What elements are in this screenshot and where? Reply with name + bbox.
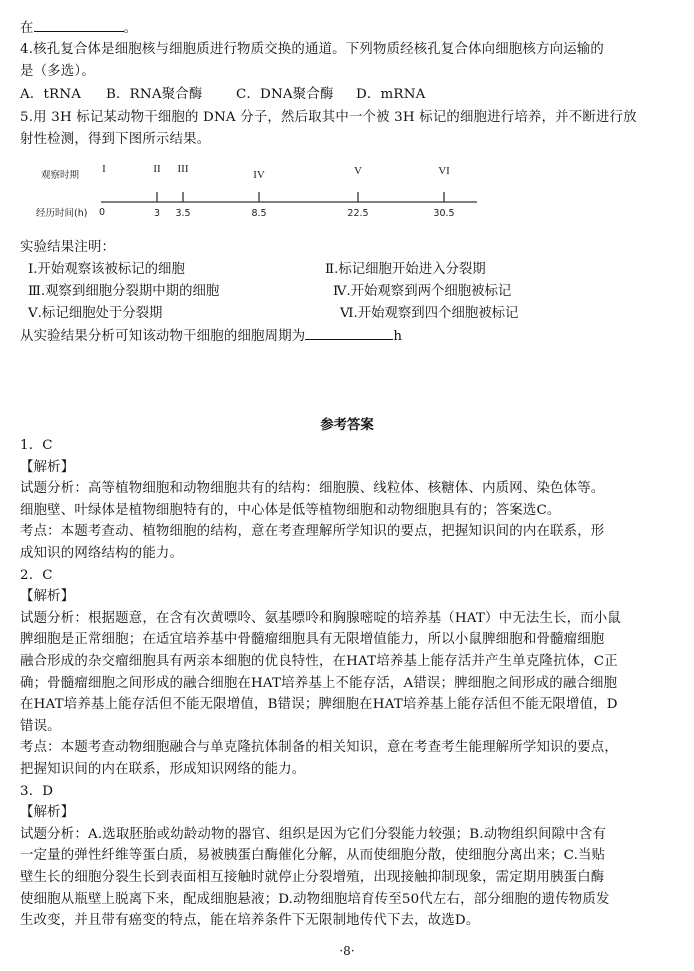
analysis-line: 试题分析：A.选取胚胎或幼龄动物的器官、组织是因为它们分裂能力较强；B.动物组织间隙中含有 — [20, 826, 607, 842]
note-1: Ⅰ.开始观察该被标记的细胞 — [28, 262, 185, 277]
note-3: Ⅲ.观察到细胞分裂期中期的细胞 — [28, 284, 220, 299]
q4-option-c: C．DNA聚合酶 — [236, 87, 334, 102]
analysis-line: 确；骨髓瘤细胞之间形成的融合细胞在HAT培养基上不能存活，A错误；脾细胞之间形成的融合细胞 — [20, 675, 618, 691]
q4-options — [20, 85, 426, 105]
analysis-line: 使细胞从瓶壁上脱离下来，配成细胞悬液；D.动物细胞培育传至50代左右，部分细胞的遗传物质发 — [20, 891, 610, 907]
analysis-line: 考点：本题考查动、植物细胞的结构，意在考查理解所学知识的要点，把握知识间的内在联系，形 — [20, 524, 605, 540]
answer-number: 2．C — [20, 567, 53, 583]
answer-number: 3．D — [20, 783, 54, 799]
analysis-tag: 【解析】 — [20, 805, 75, 821]
q3-tail — [20, 18, 137, 39]
note-6: Ⅵ.开始观察到四个细胞被标记 — [340, 306, 519, 321]
notes-title: 实验结果注明： — [20, 240, 116, 255]
q4-line-1: 4.核孔复合体是细胞核与细胞质进行物质交换的通道。下列物质经核孔复合体向细胞核方向运输的 — [20, 42, 604, 57]
timeline-time-label: 经历时间(h) — [36, 208, 88, 219]
timeline-diagram — [0, 150, 694, 230]
analysis-line: 细胞壁、叶绿体是植物细胞特有的，中心体是低等植物细胞和动物细胞具有的；答案选C。 — [20, 502, 561, 518]
q5-line-2: 射性检测，得到下图所示结果。 — [20, 132, 211, 147]
timeline-tick-label: 22.5 — [347, 208, 369, 219]
timeline-tick-label: 30.5 — [433, 208, 455, 219]
analysis-line: 生改变，并且带有癌变的特点，能在培养条件下无限制地传代下去，故选D。 — [20, 913, 480, 929]
timeline-tick-label: 3.5 — [175, 208, 191, 219]
analysis-line: 试题分析：根据题意，在含有次黄嘌呤、氨基嘌呤和胸腺嘧啶的培养基（HAT）中无法生长，而小鼠 — [20, 610, 621, 626]
q5-line-1: 5.用 3H 标记某动物干细胞的 DNA 分子，然后取其中一个被 3H 标记的细胞进行培养，并不断进行放 — [20, 110, 637, 125]
q5-question-text: 从实验结果分析可知该动物干细胞的细胞周期为 — [20, 329, 306, 344]
q5-question — [20, 326, 402, 347]
q3-prefix: 在 — [20, 21, 34, 36]
analysis-line: 一定量的弹性纤维等蛋白质，易被胰蛋白酶催化分解，从而使细胞分散，使细胞分离出来；C.当贴 — [20, 848, 606, 864]
answer-number: 1．C — [20, 438, 53, 453]
analysis-line: 试题分析：高等植物细胞和动物细胞共有的结构：细胞膜、线粒体、核糖体、内质网、染色体等。 — [20, 481, 605, 497]
timeline-period-4: IV — [253, 169, 265, 181]
analysis-line: 错误。 — [20, 718, 61, 734]
q5-unit: h — [393, 329, 403, 344]
analysis-tag: 【解析】 — [20, 589, 75, 605]
analysis-line: 在HAT培养基上能存活但不能无限增值，B错误；脾细胞在HAT培养基上能存活但不能无限增值，D — [20, 697, 618, 713]
timeline-period-1: I — [102, 163, 106, 175]
answer-blank — [305, 326, 393, 340]
timeline-tick-label: 3 — [153, 208, 161, 219]
timeline-period-5: V — [354, 165, 362, 177]
analysis-line: 融合形成的杂交瘤细胞具有两亲本细胞的优良特性，在HAT培养基上能存活并产生单克隆抗体，C正 — [20, 654, 618, 669]
timeline-tick-label-start: 0 — [99, 207, 106, 218]
timeline-period-2: II — [153, 163, 161, 175]
analysis-line: 脾细胞是正常细胞；在适宜培养基中骨髓瘤细胞具有无限增值能力，所以小鼠脾细胞和骨髓瘤细胞 — [20, 632, 605, 648]
q4-line-2: 是（多选）。 — [20, 64, 95, 79]
timeline-period-6: VI — [438, 165, 450, 177]
page-number: ·8· — [339, 944, 355, 958]
timeline-period-3: III — [177, 163, 189, 175]
answers-title: 参考答案 — [320, 418, 374, 433]
answer-blank — [34, 18, 124, 32]
note-4: Ⅳ.开始观察到两个细胞被标记 — [333, 284, 512, 299]
q4-option-b: B．RNA聚合酶 — [106, 87, 203, 102]
timeline-tick-label: 8.5 — [251, 208, 267, 219]
timeline-marks — [99, 163, 455, 219]
analysis-line: 壁生长的细胞分裂生长到表面相互接触时就停止分裂增殖，出现接触抑制现象，需定期用胰蛋白酶 — [20, 870, 605, 885]
note-5: Ⅴ.标记细胞处于分裂期 — [28, 306, 163, 321]
analysis-tag: 【解析】 — [20, 459, 75, 475]
analysis-line: 成知识的网络结构的能力。 — [20, 546, 184, 561]
q3-suffix: 。 — [123, 21, 138, 36]
analysis-line: 把握知识间的内在联系，形成知识网络的能力。 — [20, 762, 306, 777]
analysis-line: 考点：本题考查动物细胞融合与单克隆抗体制备的相关知识，意在考查考生能理解所学知识的要点， — [20, 740, 618, 756]
timeline-period-label: 观察时期 — [41, 170, 80, 181]
q4-option-a: A．tRNA — [20, 87, 82, 102]
q4-option-d: D．mRNA — [356, 87, 426, 102]
note-2: Ⅱ.标记细胞开始进入分裂期 — [325, 262, 486, 277]
